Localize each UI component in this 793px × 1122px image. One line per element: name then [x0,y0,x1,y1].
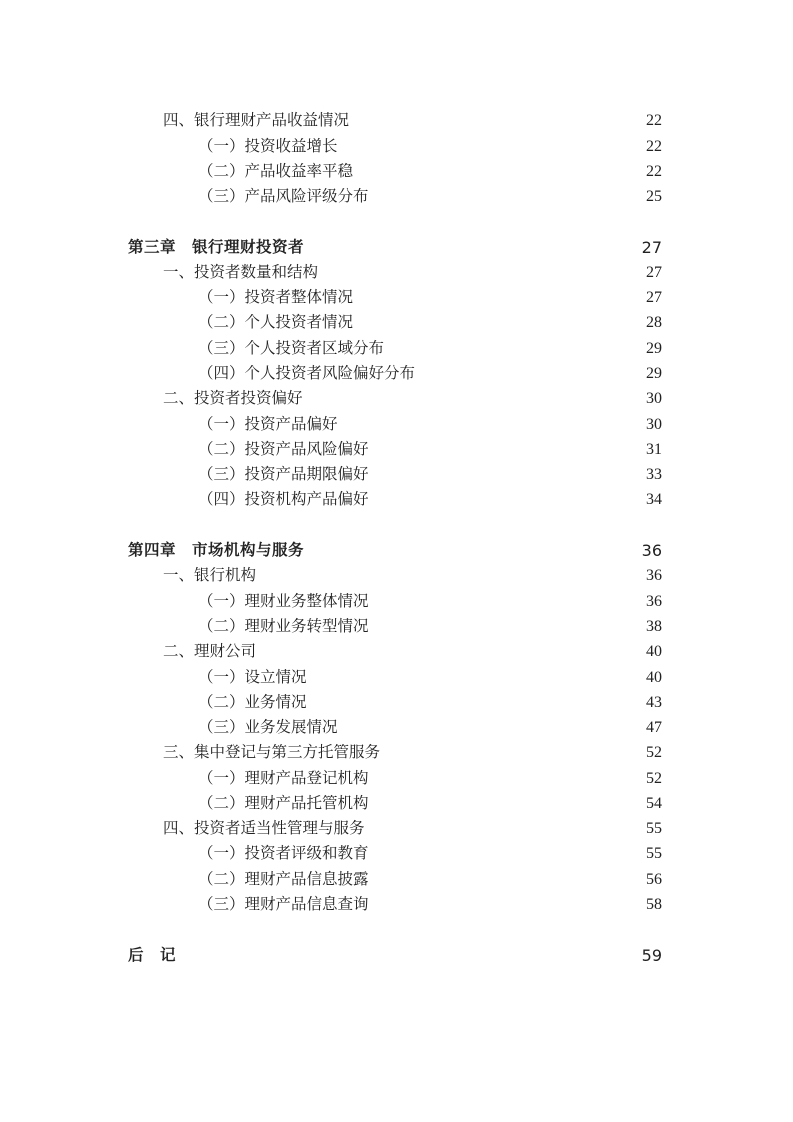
toc-entry-title: （二）个人投资者情况 [198,313,354,331]
toc-entry-title: （三）理财产品信息查询 [198,895,369,913]
toc-entry-title: （一）投资收益增长 [198,137,338,155]
toc-entry[interactable] [0,665,793,690]
toc-entry-title: 四、投资者适当性管理与服务 [163,819,365,837]
toc-entry-title: （二）理财业务转型情况 [198,617,369,635]
toc-entry-page-number: 58 [646,896,662,913]
toc-entry-page-number: 30 [646,390,662,407]
toc-entry-title: （二）产品收益率平稳 [198,162,354,180]
toc-entry-title: （二）理财产品信息披露 [198,870,369,888]
toc-entry[interactable] [0,639,793,664]
toc-entry-page-number: 27 [646,264,662,281]
toc-entry[interactable] [0,867,793,892]
toc-entry-title: （三）个人投资者区域分布 [198,339,385,357]
toc-entry[interactable] [0,285,793,310]
toc-entry-title: 第四章 市场机构与服务 [128,541,305,559]
toc-chapter-entry[interactable] [0,943,793,968]
toc-entry-page-number: 52 [646,770,662,787]
toc-entry[interactable] [0,134,793,159]
toc-entry[interactable] [0,690,793,715]
toc-entry-title: （三）产品风险评级分布 [198,187,369,205]
toc-entry-page-number: 36 [646,593,662,610]
toc-entry-page-number: 33 [646,466,662,483]
toc-entry[interactable] [0,412,793,437]
toc-entry-title: （一）理财业务整体情况 [198,592,369,610]
toc-entry-page-number: 22 [646,138,662,155]
toc-entry[interactable] [0,766,793,791]
toc-entry-page-number: 55 [646,820,662,837]
toc-entry-page-number: 36 [641,541,662,560]
toc-entry-page-number: 56 [646,871,662,888]
toc-entry-title: （一）投资产品偏好 [198,415,338,433]
toc-entry-title: （三）业务发展情况 [198,718,338,736]
toc-entry[interactable] [0,437,793,462]
toc-entry-title: 四、银行理财产品收益情况 [163,111,350,129]
toc-entry[interactable] [0,487,793,512]
toc-entry-page-number: 36 [646,567,662,584]
toc-entry-page-number: 31 [646,441,662,458]
toc-entry[interactable] [0,260,793,285]
toc-entry-title: （二）业务情况 [198,693,307,711]
toc-entry-title: （四）投资机构产品偏好 [198,490,369,508]
toc-entry-page-number: 38 [646,618,662,635]
toc-entry[interactable] [0,563,793,588]
toc-entry-page-number: 52 [646,744,662,761]
toc-entry-title: （一）设立情况 [198,668,307,686]
toc-entry-page-number: 22 [646,112,662,129]
toc-entry-title: （二）理财产品托管机构 [198,794,369,812]
toc-entry[interactable] [0,310,793,335]
toc-entry-title: 一、投资者数量和结构 [163,263,319,281]
toc-entry[interactable] [0,184,793,209]
toc-entry-title: 三、集中登记与第三方托管服务 [163,743,381,761]
toc-entry-title: 二、投资者投资偏好 [163,389,303,407]
toc-entry-page-number: 59 [641,946,662,965]
toc-entry[interactable] [0,841,793,866]
toc-entry-page-number: 47 [646,719,662,736]
toc-entry[interactable] [0,791,793,816]
toc-entry-title: 二、理财公司 [163,642,257,660]
toc-entry[interactable] [0,740,793,765]
toc-entry-page-number: 29 [646,340,662,357]
toc-entry[interactable] [0,361,793,386]
toc-entry-title: （四）个人投资者风险偏好分布 [198,364,416,382]
toc-chapter-entry[interactable] [0,235,793,260]
toc-entry[interactable] [0,386,793,411]
toc-entry-title: （二）投资产品风险偏好 [198,440,369,458]
toc-entry-title: 后 记 [128,946,177,964]
toc-chapter-entry[interactable] [0,538,793,563]
toc-entry-page-number: 27 [641,238,662,257]
toc-entry[interactable] [0,614,793,639]
toc-entry[interactable] [0,159,793,184]
toc-entry-title: 一、银行机构 [163,566,257,584]
toc-entry-title: （一）投资者整体情况 [198,288,354,306]
toc-entry-page-number: 29 [646,365,662,382]
toc-entry-page-number: 43 [646,694,662,711]
toc-entry[interactable] [0,108,793,133]
toc-entry-page-number: 25 [646,188,662,205]
toc-entry-title: （三）投资产品期限偏好 [198,465,369,483]
toc-entry[interactable] [0,715,793,740]
toc-entry-page-number: 40 [646,643,662,660]
toc-entry[interactable] [0,816,793,841]
toc-entry[interactable] [0,589,793,614]
toc-entry-title: 第三章 银行理财投资者 [128,238,305,256]
toc-entry-page-number: 22 [646,163,662,180]
toc-entry[interactable] [0,462,793,487]
toc-entry-page-number: 27 [646,289,662,306]
toc-entry-title: （一）投资者评级和教育 [198,844,369,862]
toc-entry-page-number: 40 [646,669,662,686]
toc-entry-page-number: 34 [646,491,662,508]
toc-entry-title: （一）理财产品登记机构 [198,769,369,787]
toc-entry-page-number: 55 [646,845,662,862]
toc-entry[interactable] [0,336,793,361]
toc-entry-page-number: 30 [646,416,662,433]
toc-entry-page-number: 28 [646,314,662,331]
toc-entry[interactable] [0,892,793,917]
toc-entry-page-number: 54 [646,795,662,812]
